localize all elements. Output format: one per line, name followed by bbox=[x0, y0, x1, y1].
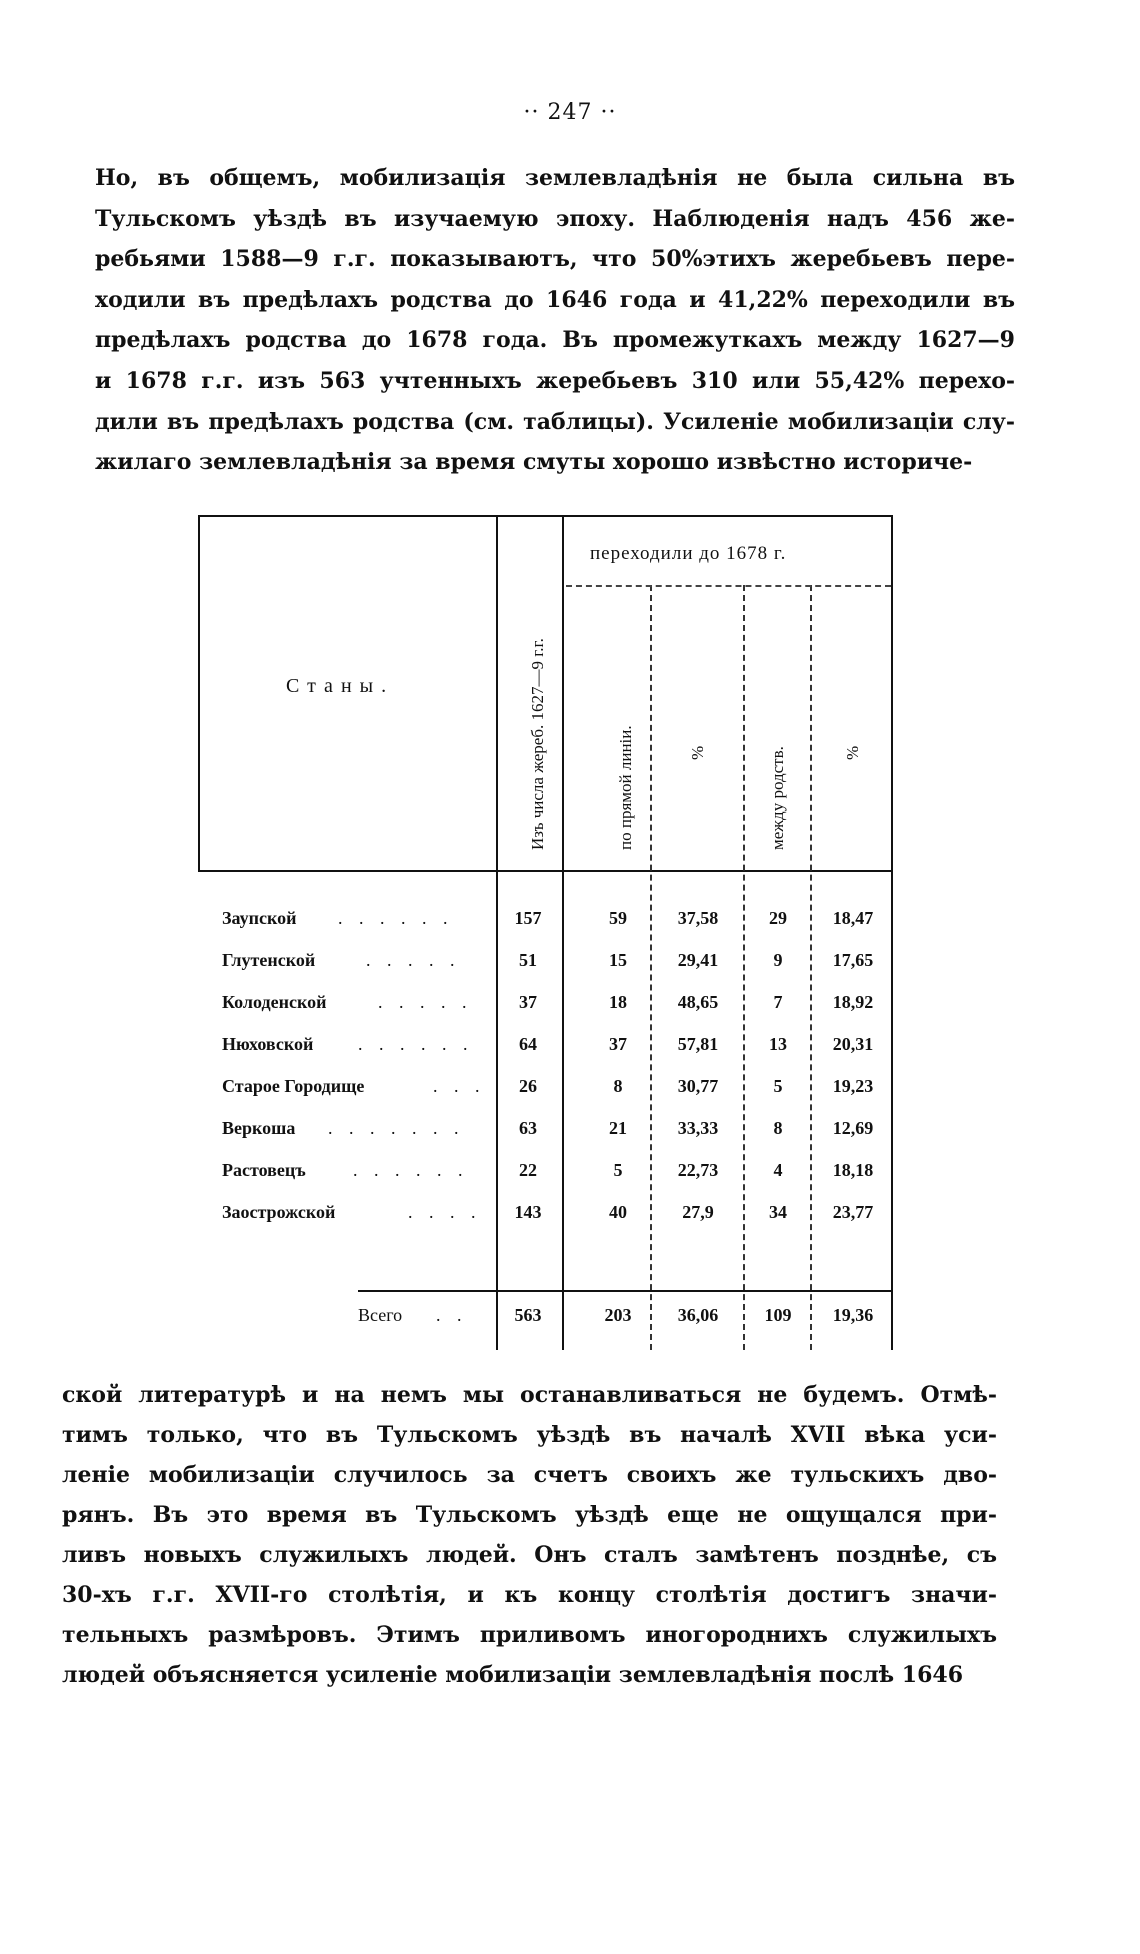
text-line: тимъ только, что въ Тульскомъ уѣздѣ въ началѣ XVII вѣка уси- bbox=[62, 1422, 997, 1448]
text-line: предѣлахъ родства до 1678 года. Въ промежуткахъ между 1627—9 bbox=[95, 327, 1015, 354]
row-name: Растовецъ bbox=[222, 1160, 306, 1180]
group-header: переходили до 1678 г. bbox=[590, 543, 787, 564]
total-kin: 109 bbox=[764, 1305, 792, 1325]
cell-direct-pct: 29,41 bbox=[677, 950, 719, 970]
text-line: ской литературѣ и на немъ мы останавливаться не будемъ. Отмѣ- bbox=[62, 1382, 997, 1408]
cell-direct: 5 bbox=[613, 1160, 623, 1180]
cell-kin-pct: 17,65 bbox=[832, 950, 874, 970]
total-count: 563 bbox=[514, 1305, 542, 1325]
paragraph-top bbox=[95, 158, 1015, 483]
land-transfer-table bbox=[198, 515, 893, 1350]
table-row bbox=[198, 1160, 893, 1202]
cell-direct: 18 bbox=[609, 992, 627, 1012]
cell-kin-pct: 19,23 bbox=[832, 1076, 874, 1096]
col2-header: по прямой линіи. bbox=[616, 725, 635, 850]
cell-kin-pct: 23,77 bbox=[832, 1202, 874, 1222]
table-row bbox=[198, 950, 893, 992]
paragraph-bottom bbox=[62, 1375, 997, 1695]
total-kin-pct: 19,36 bbox=[832, 1305, 874, 1325]
table-row bbox=[198, 992, 893, 1034]
cell-count: 143 bbox=[514, 1202, 542, 1222]
text-line: леніе мобилизаціи случилось за счетъ своихъ же тульскихъ дво- bbox=[62, 1462, 997, 1488]
cell-direct: 15 bbox=[609, 950, 627, 970]
leader-dots: . . bbox=[436, 1305, 468, 1325]
cell-count: 26 bbox=[519, 1076, 537, 1096]
cell-direct-pct: 57,81 bbox=[677, 1034, 719, 1054]
cell-direct-pct: 48,65 bbox=[677, 992, 719, 1012]
table-row bbox=[198, 1202, 893, 1244]
cell-direct: 8 bbox=[613, 1076, 623, 1096]
table-row bbox=[198, 1034, 893, 1076]
cell-kin-pct: 18,92 bbox=[832, 992, 874, 1012]
header-bottom-rule bbox=[198, 870, 893, 872]
leader-dots: . . . . . . bbox=[353, 1160, 469, 1180]
table-total-row bbox=[198, 1305, 893, 1347]
row-name: Заострожской bbox=[222, 1202, 336, 1222]
cell-kin: 4 bbox=[773, 1160, 783, 1180]
group-header-rule bbox=[566, 585, 891, 587]
text-line: и 1678 г.г. изъ 563 учтенныхъ жеребьевъ 310 или 55,42% перехо- bbox=[95, 367, 1015, 394]
leader-dots: . . . . . . . bbox=[328, 1118, 465, 1138]
leader-dots: . . . . . . bbox=[338, 908, 454, 928]
leader-dots: . . . bbox=[433, 1076, 486, 1096]
text-line: ходили въ предѣлахъ родства до 1646 года и 41,22% переходили въ bbox=[95, 286, 1015, 313]
col1-header: Изъ числа жереб. 1627—9 г.г. bbox=[528, 638, 547, 850]
table-row bbox=[198, 1118, 893, 1160]
cell-count: 22 bbox=[519, 1160, 537, 1180]
row-name: Нюховской bbox=[222, 1034, 314, 1054]
leader-dots: . . . . . bbox=[378, 992, 473, 1012]
table-left-rule bbox=[198, 515, 200, 870]
col4-header: между родств. bbox=[768, 746, 787, 850]
table-top-rule bbox=[198, 515, 893, 517]
cell-kin-pct: 18,18 bbox=[832, 1160, 874, 1180]
table-row bbox=[198, 1076, 893, 1118]
cell-direct: 59 bbox=[609, 908, 627, 928]
cell-direct: 21 bbox=[609, 1118, 627, 1138]
cell-direct-pct: 33,33 bbox=[677, 1118, 719, 1138]
leader-dots: . . . . . bbox=[366, 950, 461, 970]
cell-count: 51 bbox=[519, 950, 537, 970]
cell-count: 157 bbox=[514, 908, 542, 928]
total-direct-pct: 36,06 bbox=[677, 1305, 719, 1325]
table-row bbox=[198, 908, 893, 950]
cell-kin-pct: 18,47 bbox=[832, 908, 874, 928]
cell-count: 37 bbox=[519, 992, 537, 1012]
cell-kin: 13 bbox=[769, 1034, 787, 1054]
col3-header: % bbox=[688, 745, 707, 760]
cell-direct-pct: 37,58 bbox=[677, 908, 719, 928]
total-direct: 203 bbox=[604, 1305, 632, 1325]
cell-kin-pct: 12,69 bbox=[832, 1118, 874, 1138]
cell-direct-pct: 27,9 bbox=[682, 1202, 714, 1222]
cell-direct-pct: 30,77 bbox=[677, 1076, 719, 1096]
text-line: ребьями 1588—9 г.г. показываютъ, что 50%этихъ жеребьевъ пере- bbox=[95, 246, 1015, 273]
text-line: Но, въ общемъ, мобилизація землевладѣнія не была сильна въ bbox=[95, 165, 1015, 191]
cell-direct: 37 bbox=[609, 1034, 627, 1054]
col5-header: % bbox=[843, 745, 862, 760]
cell-kin: 34 bbox=[769, 1202, 787, 1222]
row-name: Заупской bbox=[222, 908, 297, 928]
text-line: жилаго землевладѣнія за время смуты хорошо извѣстно историче- bbox=[95, 449, 973, 476]
total-label: Всего bbox=[358, 1305, 403, 1325]
cell-kin: 9 bbox=[773, 950, 783, 970]
cell-kin-pct: 20,31 bbox=[832, 1034, 874, 1054]
text-line: дили въ предѣлахъ родства (см. таблицы). Усиленіе мобилизаціи слу- bbox=[95, 408, 1015, 435]
stub-header: Станы. bbox=[286, 675, 395, 697]
cell-kin: 29 bbox=[769, 908, 787, 928]
cell-count: 63 bbox=[519, 1118, 537, 1138]
text-line: Тульскомъ уѣздѣ въ изучаемую эпоху. Наблюденія надъ 456 же- bbox=[95, 205, 1015, 232]
text-line: людей объясняется усиленіе мобилизаціи землевладѣнія послѣ 1646 bbox=[62, 1662, 964, 1688]
row-name: Глутенской bbox=[222, 950, 316, 970]
leader-dots: . . . . bbox=[408, 1202, 482, 1222]
leader-dots: . . . . . . bbox=[358, 1034, 474, 1054]
total-rule bbox=[358, 1290, 891, 1292]
text-line: тельныхъ размѣровъ. Этимъ приливомъ иногороднихъ служилыхъ bbox=[62, 1622, 997, 1648]
cell-kin: 7 bbox=[773, 992, 783, 1012]
cell-kin: 5 bbox=[773, 1076, 783, 1096]
cell-count: 64 bbox=[519, 1034, 537, 1054]
cell-direct-pct: 22,73 bbox=[677, 1160, 719, 1180]
row-name: Веркоша bbox=[222, 1118, 296, 1138]
row-name: Колоденской bbox=[222, 992, 327, 1012]
row-name: Старое Городище bbox=[222, 1076, 365, 1096]
cell-direct: 40 bbox=[609, 1202, 627, 1222]
text-line: ливъ новыхъ служилыхъ людей. Онъ сталъ замѣтенъ позднѣе, съ bbox=[62, 1542, 997, 1568]
cell-kin: 8 bbox=[773, 1118, 783, 1138]
text-line: рянъ. Въ это время въ Тульскомъ уѣздѣ еще не ощущался при- bbox=[62, 1502, 997, 1528]
page-number: ·· 247 ·· bbox=[523, 100, 617, 125]
text-line: 30-хъ г.г. XVII-го столѣтія, и къ концу столѣтія достигъ значи- bbox=[62, 1582, 997, 1608]
